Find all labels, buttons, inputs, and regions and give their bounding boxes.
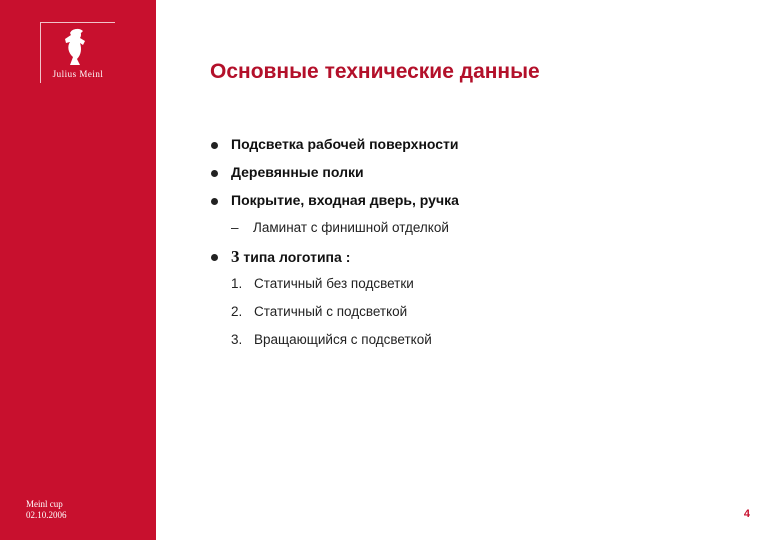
footer-meta	[26, 499, 67, 521]
logo-types-label: типа логотипа :	[243, 249, 351, 265]
sub-item-text: Ламинат с финишной отделкой	[253, 220, 449, 235]
item-text: Вращающийся с подсветкой	[254, 332, 432, 347]
item-number: 3.	[231, 332, 243, 347]
item-text: Статичный с подсветкой	[254, 304, 408, 319]
bullet-text: Деревянные полки	[231, 164, 364, 180]
slide-title: Основные технические данные	[210, 60, 540, 83]
bullet-text: Покрытие, входная дверь, ручка	[231, 192, 459, 208]
pageboy-icon	[57, 27, 99, 67]
bullet-text: Подсветка рабочей поверхности	[231, 136, 459, 152]
sidebar-panel	[0, 0, 156, 540]
page-number: 4	[743, 508, 750, 520]
sub-item-dash: –	[231, 220, 239, 235]
item-text: Статичный без подсветки	[254, 276, 414, 291]
item-number: 1.	[231, 276, 243, 291]
bullet-dot	[211, 170, 218, 177]
logo-types-count: 3	[231, 247, 240, 266]
bullet-dot	[211, 198, 218, 205]
bullet-dot	[211, 142, 218, 149]
julius-meinl-logo	[40, 22, 115, 83]
bullet-dot	[211, 254, 218, 261]
footer-date: 02.10.2006	[26, 510, 67, 520]
logo-text: Julius Meinl	[52, 69, 104, 79]
item-number: 2.	[231, 304, 243, 319]
bullet-text	[231, 247, 350, 267]
footer-event: Meinl cup	[26, 499, 63, 509]
